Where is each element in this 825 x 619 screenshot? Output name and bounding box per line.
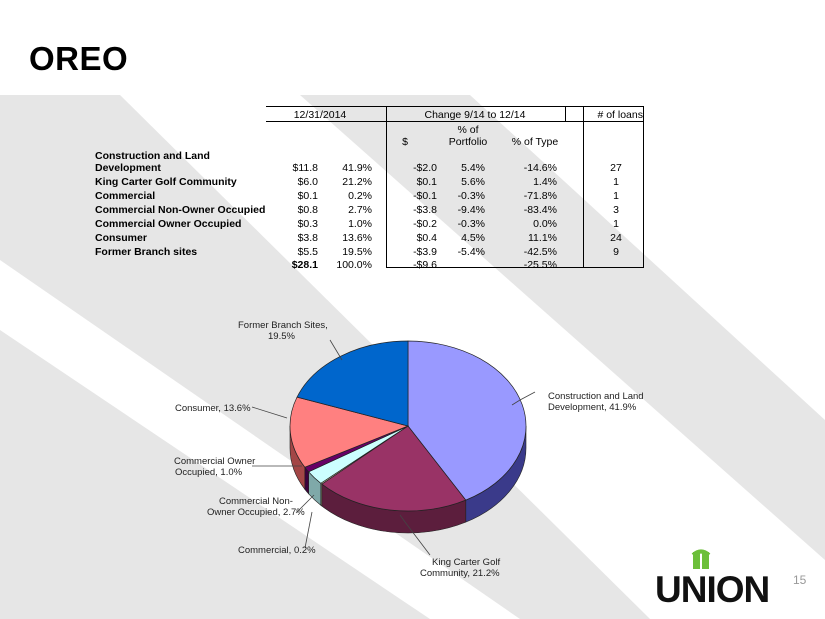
row-label: Consumer	[95, 232, 147, 244]
row-pct-portfolio: -0.3%	[457, 190, 485, 202]
row-pct: 2.7%	[348, 204, 372, 216]
pie-label-commercial: Commercial, 0.2%	[238, 545, 316, 556]
total-change: -$9.6	[413, 259, 437, 271]
row-change: -$0.2	[413, 218, 437, 230]
pie-label-king-2: Community, 21.2%	[420, 568, 500, 579]
row-pct-type: 0.0%	[533, 218, 557, 230]
row-pct-portfolio: 5.4%	[461, 162, 485, 174]
row-pct: 13.6%	[342, 232, 372, 244]
header-change: Change 9/14 to 12/14	[424, 109, 526, 121]
row-pct-portfolio: 4.5%	[461, 232, 485, 244]
pie-label-branch-1: Former Branch Sites,	[238, 320, 328, 331]
subheader-pct-portfolio-1: % of	[457, 124, 479, 136]
row-label: King Carter Golf Community	[95, 176, 237, 188]
total-amount: $28.1	[291, 259, 318, 271]
row-change: -$3.9	[413, 246, 437, 258]
pie-label-construction-1: Construction and Land	[548, 391, 644, 402]
total-pct-type: -25.5%	[523, 259, 557, 271]
row-pct: 19.5%	[342, 246, 372, 258]
pie-leader-line	[252, 407, 287, 418]
pie-leader-line	[330, 340, 342, 360]
row-pct-type: -83.4%	[523, 204, 557, 216]
row-pct-type: -14.6%	[523, 162, 557, 174]
subheader-pct-type: % of Type	[511, 136, 559, 148]
row-change: $0.4	[416, 232, 437, 244]
pie-label-branch-2: 19.5%	[268, 331, 295, 342]
row-pct: 41.9%	[342, 162, 372, 174]
row-loans: 24	[610, 232, 622, 244]
page-number: 15	[793, 573, 807, 587]
row-label: Commercial Owner Occupied	[95, 218, 242, 230]
header-date: 12/31/2014	[293, 109, 347, 121]
row-loans: 1	[613, 218, 619, 230]
row-pct-type: 11.1%	[528, 232, 557, 244]
row-pct: 0.2%	[348, 190, 372, 202]
pie-label-king-1: King Carter Golf	[432, 557, 501, 568]
row-label: Former Branch sites	[95, 246, 198, 258]
slide-title: OREO	[29, 40, 129, 77]
row-amount: $0.1	[297, 190, 318, 202]
row-amount: $0.8	[297, 204, 318, 216]
row-loans: 27	[610, 162, 622, 174]
header-loans: # of loans	[597, 109, 643, 121]
pie-leader-line	[305, 512, 312, 548]
row-change: -$0.1	[413, 190, 437, 202]
row-pct-type: -42.5%	[523, 246, 557, 258]
row-label: Development	[95, 162, 161, 174]
row-pct-portfolio: -9.4%	[457, 204, 485, 216]
row-label: Commercial Non-Owner Occupied	[95, 204, 266, 216]
total-pct: 100.0%	[336, 259, 372, 271]
row-change: -$3.8	[413, 204, 437, 216]
row-pct: 21.2%	[342, 176, 372, 188]
pie-label-owner-2: Occupied, 1.0%	[175, 467, 243, 478]
row-pct-portfolio: 5.6%	[461, 176, 485, 188]
subheader-dollar: $	[402, 136, 408, 148]
row-pct-type: 1.4%	[533, 176, 557, 188]
row-pct: 1.0%	[348, 218, 372, 230]
row-loans: 9	[613, 246, 619, 258]
row-amount: $6.0	[297, 176, 318, 188]
row-loans: 1	[613, 176, 619, 188]
row-change: $0.1	[416, 176, 437, 188]
pie-label-nonowner-1: Commercial Non-	[219, 496, 293, 507]
row-loans: 3	[613, 204, 619, 216]
row-change: -$2.0	[413, 162, 437, 174]
row-amount: $3.8	[297, 232, 318, 244]
union-logo-text: UNION	[655, 569, 770, 610]
row-amount: $0.3	[297, 218, 318, 230]
pie-label-nonowner-2: Owner Occupied, 2.7%	[207, 507, 305, 518]
row-amount: $11.8	[292, 162, 318, 174]
row-label: Construction and Land	[95, 150, 210, 162]
row-pct-type: -71.8%	[523, 190, 557, 202]
pie-label-consumer: Consumer, 13.6%	[175, 403, 251, 414]
subheader-pct-portfolio-2: Portfolio	[448, 136, 488, 148]
pie-label-construction-2: Development, 41.9%	[548, 402, 637, 413]
pie-label-owner-1: Commercial Owner	[174, 456, 256, 467]
row-pct-portfolio: -0.3%	[457, 218, 485, 230]
row-label: Commercial	[95, 190, 156, 202]
row-loans: 1	[613, 190, 619, 202]
row-amount: $5.5	[297, 246, 318, 258]
row-pct-portfolio: -5.4%	[457, 246, 485, 258]
